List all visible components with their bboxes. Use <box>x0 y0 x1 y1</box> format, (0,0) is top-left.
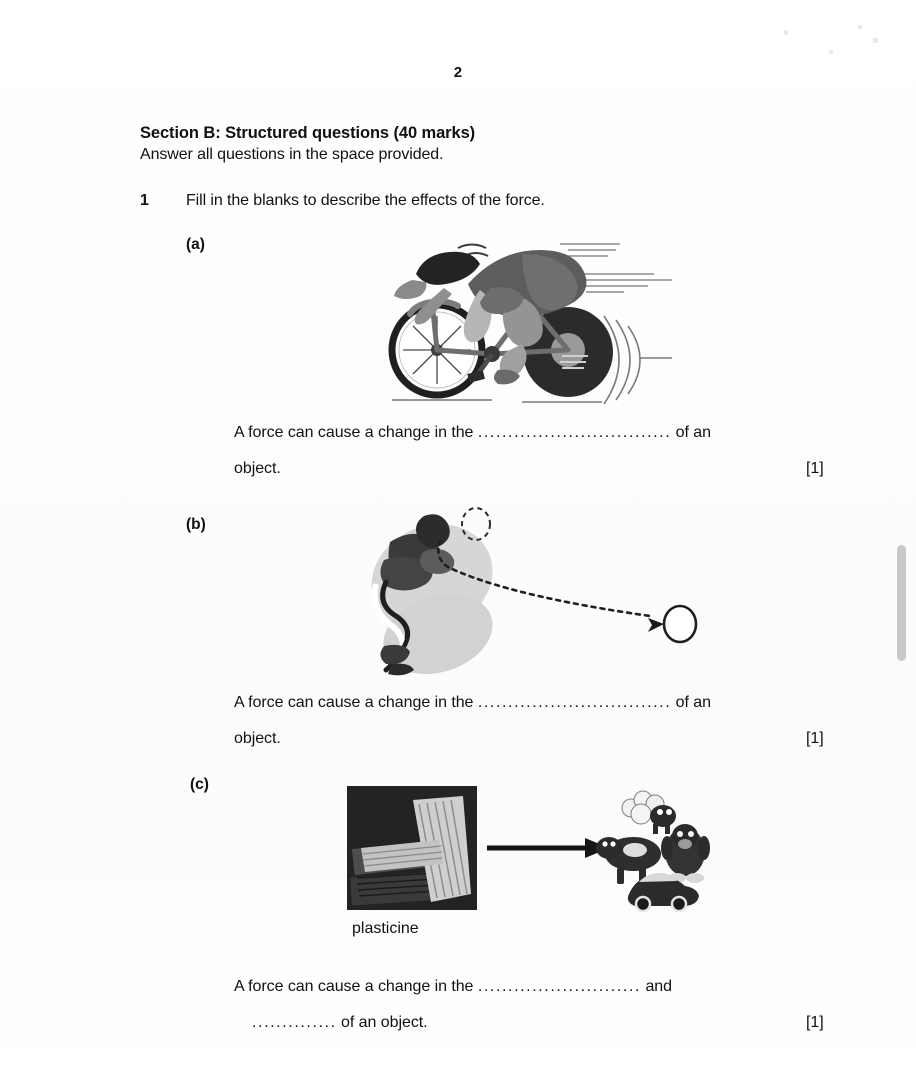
answer-second-blank[interactable]: .............. <box>252 1014 337 1031</box>
question-number: 1 <box>140 192 149 209</box>
section-title: Section B: Structured questions (40 marks) <box>140 124 476 142</box>
answer-blank[interactable]: ................................ <box>477 694 672 711</box>
plasticine-caption: plasticine <box>352 920 419 937</box>
answer-line-2 <box>234 730 844 766</box>
page-number: 2 <box>453 64 463 81</box>
answer-second-line: of an object. <box>341 1014 428 1031</box>
marks-allocation: [1] <box>806 460 824 477</box>
answer-lead-text: A force can cause a change in the <box>234 694 474 711</box>
answer-lead-text: A force can cause a change in the <box>234 424 474 441</box>
answer-mid-text: and <box>645 978 672 995</box>
plasticine-to-figurines-illustration <box>347 782 717 914</box>
question-text: Fill in the blanks to describe the effects of the force. <box>186 192 545 209</box>
part-label-a: (a) <box>186 236 205 253</box>
scrollbar-thumb[interactable] <box>897 545 906 661</box>
answer-lead-text: A force can cause a change in the <box>234 978 474 995</box>
section-instruction: Answer all questions in the space provided. <box>140 146 444 163</box>
cyclist-illustration <box>372 232 702 404</box>
kicking-ball-illustration <box>332 506 712 686</box>
answer-mid-text: of an <box>675 424 712 441</box>
answer-block-c <box>234 978 844 1050</box>
scan-artifact <box>784 30 788 35</box>
answer-line-1 <box>234 694 844 730</box>
scan-artifact <box>829 50 833 54</box>
marks-allocation: [1] <box>806 1014 824 1031</box>
answer-block-b <box>234 694 844 766</box>
answer-line-2 <box>234 1014 844 1050</box>
scrollbar-track[interactable] <box>894 0 908 1080</box>
answer-line-2 <box>234 460 844 496</box>
marks-allocation: [1] <box>806 730 824 747</box>
scan-artifact <box>858 25 862 29</box>
answer-mid-text: of an <box>675 694 712 711</box>
answer-block-a <box>234 424 844 496</box>
answer-line-1 <box>234 978 844 1014</box>
part-label-c: (c) <box>190 776 209 793</box>
answer-blank[interactable]: ................................ <box>477 424 672 441</box>
answer-line-1 <box>234 424 844 460</box>
answer-second-line: object. <box>234 460 281 477</box>
answer-blank[interactable]: ........................... <box>477 978 642 995</box>
answer-second-line: object. <box>234 730 281 747</box>
part-label-b: (b) <box>186 516 206 533</box>
scan-artifact <box>873 38 878 43</box>
